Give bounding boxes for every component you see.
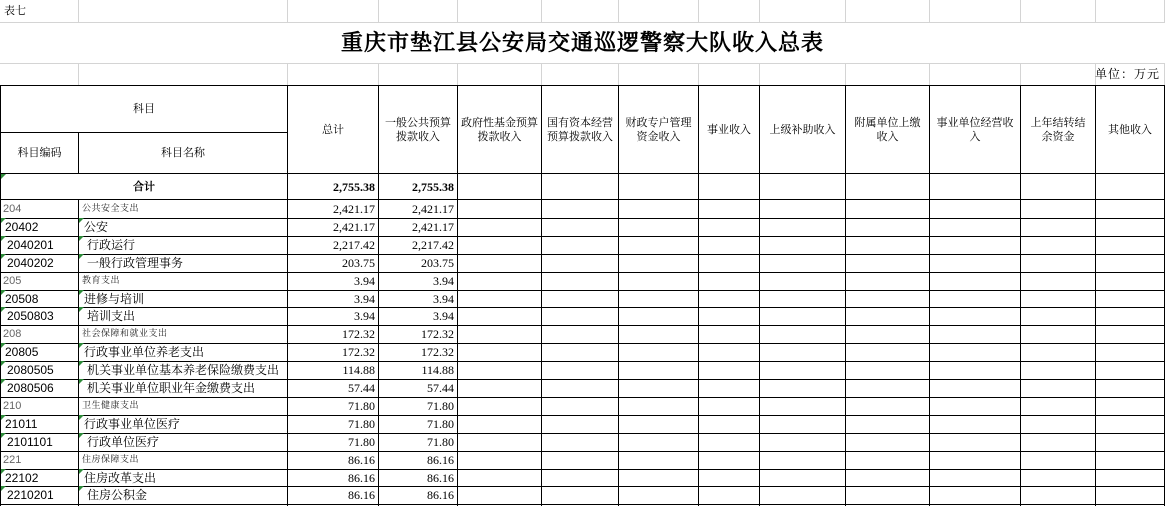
cell-marker bbox=[79, 218, 84, 223]
cell-marker bbox=[79, 433, 84, 438]
total-value: 203.75 bbox=[342, 256, 375, 270]
sheet-label: 表七 bbox=[4, 4, 26, 17]
subject-name: 住房改革支出 bbox=[84, 470, 157, 485]
cell-marker bbox=[79, 290, 84, 295]
subject-name: 进修与培训 bbox=[84, 291, 145, 306]
general-budget-value: 3.94 bbox=[433, 274, 454, 288]
subject-name: 住房公积金 bbox=[87, 488, 148, 502]
general-budget-value: 57.44 bbox=[427, 381, 454, 395]
total-value: 3.94 bbox=[354, 309, 375, 323]
cell-marker bbox=[1, 343, 6, 348]
subject-code: 204 bbox=[3, 203, 22, 215]
general-budget-value: 71.80 bbox=[427, 417, 454, 431]
unit-row bbox=[0, 64, 1165, 84]
cell-marker bbox=[1, 307, 6, 312]
cell-marker bbox=[1, 290, 6, 295]
subject-name: 社会保障和就业支出 bbox=[82, 329, 168, 339]
header-gov-fund: 政府性基金预算拨款收入 bbox=[461, 115, 538, 143]
cell-marker bbox=[79, 307, 84, 312]
subject-code: 205 bbox=[3, 275, 22, 287]
cell-marker bbox=[1, 486, 6, 491]
subject-code: 2050803 bbox=[7, 309, 54, 323]
cell-marker bbox=[79, 361, 84, 366]
sum-general: 2,755.38 bbox=[412, 179, 454, 194]
cell-marker bbox=[1, 361, 6, 366]
subject-code: 2080505 bbox=[7, 363, 54, 377]
subject-name: 教育支出 bbox=[82, 276, 121, 286]
unit-label: 单位：万元 bbox=[1094, 67, 1160, 81]
general-budget-value: 3.94 bbox=[433, 291, 454, 306]
total-value: 71.80 bbox=[348, 399, 375, 413]
cell-marker bbox=[79, 254, 84, 259]
total-value: 71.80 bbox=[348, 417, 375, 431]
cell-marker bbox=[79, 236, 84, 241]
general-budget-value: 3.94 bbox=[433, 309, 454, 323]
subject-code: 20805 bbox=[5, 345, 39, 359]
subject-name: 行政单位医疗 bbox=[87, 435, 160, 449]
cell-marker bbox=[79, 469, 84, 474]
cell-marker bbox=[1, 379, 6, 384]
header-total: 总计 bbox=[322, 122, 344, 136]
cell-marker bbox=[1, 469, 6, 474]
subject-name: 住房保障支出 bbox=[82, 455, 140, 465]
header-business: 事业收入 bbox=[707, 122, 751, 136]
header-name: 科目名称 bbox=[161, 146, 205, 159]
header-superior-subsidy: 上级补助收入 bbox=[769, 122, 836, 136]
general-budget-value: 71.80 bbox=[427, 435, 454, 449]
total-value: 86.16 bbox=[348, 488, 375, 502]
total-value: 172.32 bbox=[342, 327, 375, 341]
subject-name: 机关事业单位职业年金缴费支出 bbox=[87, 381, 256, 395]
total-value: 3.94 bbox=[354, 274, 375, 288]
page-title: 重庆市垫江县公安局交通巡逻警察大队收入总表 bbox=[340, 30, 824, 56]
subject-code: 221 bbox=[3, 454, 22, 466]
general-budget-value: 86.16 bbox=[427, 470, 454, 485]
subject-code: 22102 bbox=[5, 470, 39, 485]
subject-code: 2040201 bbox=[7, 238, 54, 252]
subject-name: 公安 bbox=[84, 220, 109, 234]
subject-code: 2101101 bbox=[7, 435, 53, 449]
general-budget-value: 2,217.42 bbox=[412, 238, 454, 252]
cell-marker bbox=[1, 415, 6, 420]
header-code: 科目编码 bbox=[17, 146, 62, 159]
total-value: 57.44 bbox=[348, 381, 375, 395]
general-budget-value: 2,421.17 bbox=[412, 202, 454, 216]
total-value: 3.94 bbox=[354, 291, 375, 306]
general-budget-value: 86.16 bbox=[427, 453, 454, 467]
total-value: 114.88 bbox=[342, 363, 375, 377]
subject-name: 机关事业单位基本养老保险缴费支出 bbox=[87, 363, 280, 377]
cell-marker bbox=[1, 174, 6, 179]
general-budget-value: 86.16 bbox=[427, 488, 454, 502]
cell-marker bbox=[1, 236, 6, 241]
general-budget-value: 172.32 bbox=[421, 327, 454, 341]
subject-name: 一般行政管理事务 bbox=[87, 256, 184, 270]
subject-name: 公共安全支出 bbox=[82, 204, 140, 214]
subject-code: 2040202 bbox=[7, 256, 54, 270]
header-special-fund: 财政专户管理资金收入 bbox=[625, 115, 692, 143]
cell-marker bbox=[1, 433, 6, 438]
subject-code: 20402 bbox=[5, 220, 39, 234]
subject-name: 行政事业单位养老支出 bbox=[84, 345, 205, 359]
cell-marker bbox=[79, 486, 84, 491]
general-budget-value: 114.88 bbox=[421, 363, 454, 377]
header-affiliate: 附属单位上缴收入 bbox=[854, 115, 921, 143]
subject-code: 2210201 bbox=[7, 488, 54, 502]
subject-code: 2080506 bbox=[7, 381, 54, 395]
total-value: 2,217.42 bbox=[333, 238, 375, 252]
total-value: 71.80 bbox=[348, 435, 375, 449]
general-budget-value: 172.32 bbox=[421, 345, 454, 359]
general-budget-value: 71.80 bbox=[427, 399, 454, 413]
cell-marker bbox=[1, 254, 6, 259]
header-other: 其他收入 bbox=[1108, 122, 1152, 136]
general-budget-value: 203.75 bbox=[421, 256, 454, 270]
subject-name: 行政运行 bbox=[87, 238, 136, 252]
total-value: 2,421.17 bbox=[333, 202, 375, 216]
subject-name: 行政事业单位医疗 bbox=[84, 417, 181, 431]
total-value: 2,421.17 bbox=[333, 220, 375, 234]
cell-marker bbox=[79, 343, 84, 348]
sum-label: 合计 bbox=[133, 179, 155, 193]
header-state-capital: 国有资本经营预算拨款收入 bbox=[547, 115, 613, 143]
sum-total: 2,755.38 bbox=[333, 179, 375, 194]
subject-code: 20508 bbox=[5, 291, 39, 306]
subject-code: 21011 bbox=[5, 417, 38, 431]
total-value: 86.16 bbox=[348, 470, 375, 485]
general-budget-value: 2,421.17 bbox=[412, 220, 454, 234]
total-value: 172.32 bbox=[342, 345, 375, 359]
subject-name: 卫生健康支出 bbox=[82, 401, 140, 411]
subject-code: 208 bbox=[3, 328, 22, 340]
table-border bbox=[0, 504, 1165, 505]
subject-name: 培训支出 bbox=[87, 309, 136, 323]
total-value: 86.16 bbox=[348, 453, 375, 467]
header-carryover: 上年结转结余资金 bbox=[1030, 115, 1086, 143]
header-subject: 科目 bbox=[133, 102, 155, 115]
cell-marker bbox=[79, 379, 84, 384]
cell-marker bbox=[1, 218, 6, 223]
header-general-budget: 一般公共预算拨款收入 bbox=[385, 115, 451, 143]
cell-marker bbox=[79, 415, 84, 420]
header-operating: 事业单位经营收入 bbox=[936, 115, 1014, 143]
subject-code: 210 bbox=[3, 400, 22, 412]
